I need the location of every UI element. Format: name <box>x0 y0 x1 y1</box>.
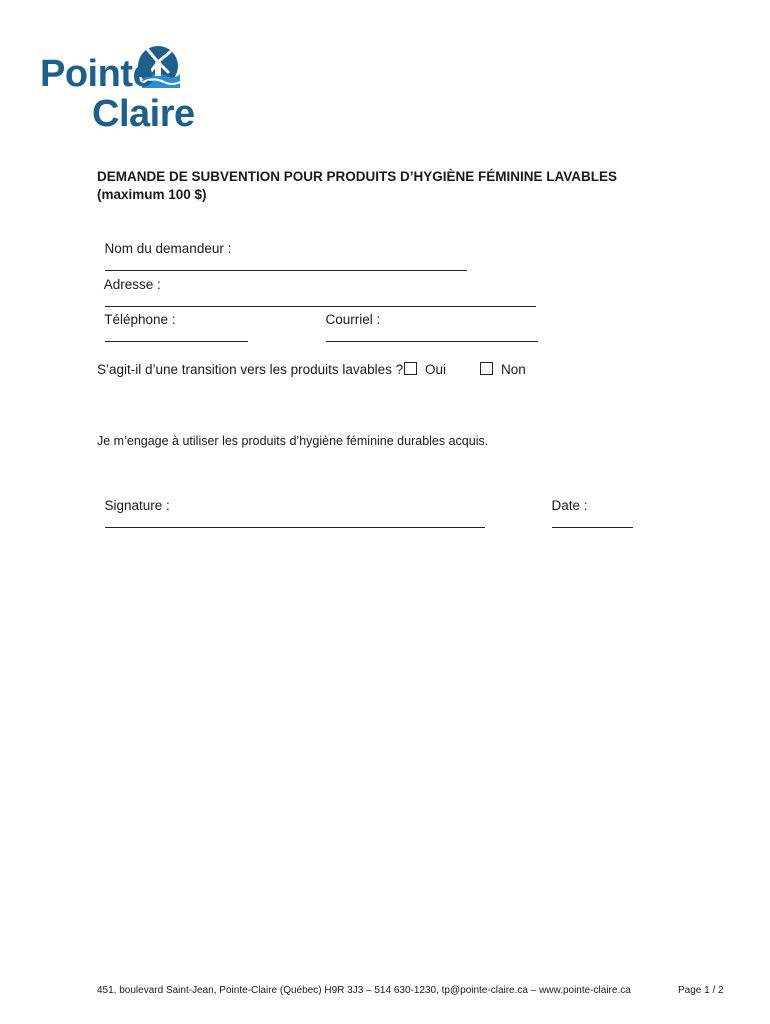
applicant-name-label: Nom du demandeur : <box>104 241 232 256</box>
phone-label: Téléphone : <box>104 312 176 327</box>
date-line[interactable] <box>552 515 633 528</box>
signature-label: Signature : <box>104 498 170 513</box>
pointe-claire-logo <box>38 40 195 135</box>
yes-checkbox[interactable] <box>404 361 446 379</box>
logo-text-pointe: Pointe <box>40 53 154 95</box>
footer-address: 451, boulevard Saint-Jean, Pointe-Claire (Québec) H9R 3J3 – 514 630-1230, tp@pointe-claire.ca – www.pointe-claire.ca <box>97 985 631 996</box>
form-title-line1: DEMANDE DE SUBVENTION POUR PRODUITS D’HYGIÈNE FÉMININE LAVABLES <box>97 169 618 184</box>
form-title-line2: (maximum 100 $) <box>97 187 207 202</box>
signature-line[interactable] <box>105 515 485 528</box>
transition-question: S’agit-il d’une transition vers les produits lavables ? <box>97 362 404 377</box>
logo-text-claire: Claire <box>92 93 195 135</box>
no-label: Non <box>501 362 526 377</box>
page-number: Page 1 / 2 <box>678 985 724 996</box>
address-label: Adresse : <box>103 277 161 292</box>
checkbox-icon[interactable] <box>404 362 417 375</box>
email-field[interactable] <box>318 293 538 347</box>
form-title <box>97 168 657 204</box>
email-line[interactable] <box>326 329 538 342</box>
date-label: Date : <box>551 498 588 513</box>
email-label: Courriel : <box>325 312 381 327</box>
checkbox-icon[interactable] <box>480 362 493 375</box>
date-field[interactable] <box>544 479 633 533</box>
phone-line[interactable] <box>105 329 248 342</box>
commitment-statement: Je m’engage à utiliser les produits d’hygiène féminine durables acquis. <box>97 434 489 448</box>
yes-label: Oui <box>425 362 447 377</box>
signature-field[interactable] <box>97 479 485 533</box>
phone-field[interactable] <box>97 293 248 347</box>
no-checkbox[interactable] <box>480 361 526 379</box>
